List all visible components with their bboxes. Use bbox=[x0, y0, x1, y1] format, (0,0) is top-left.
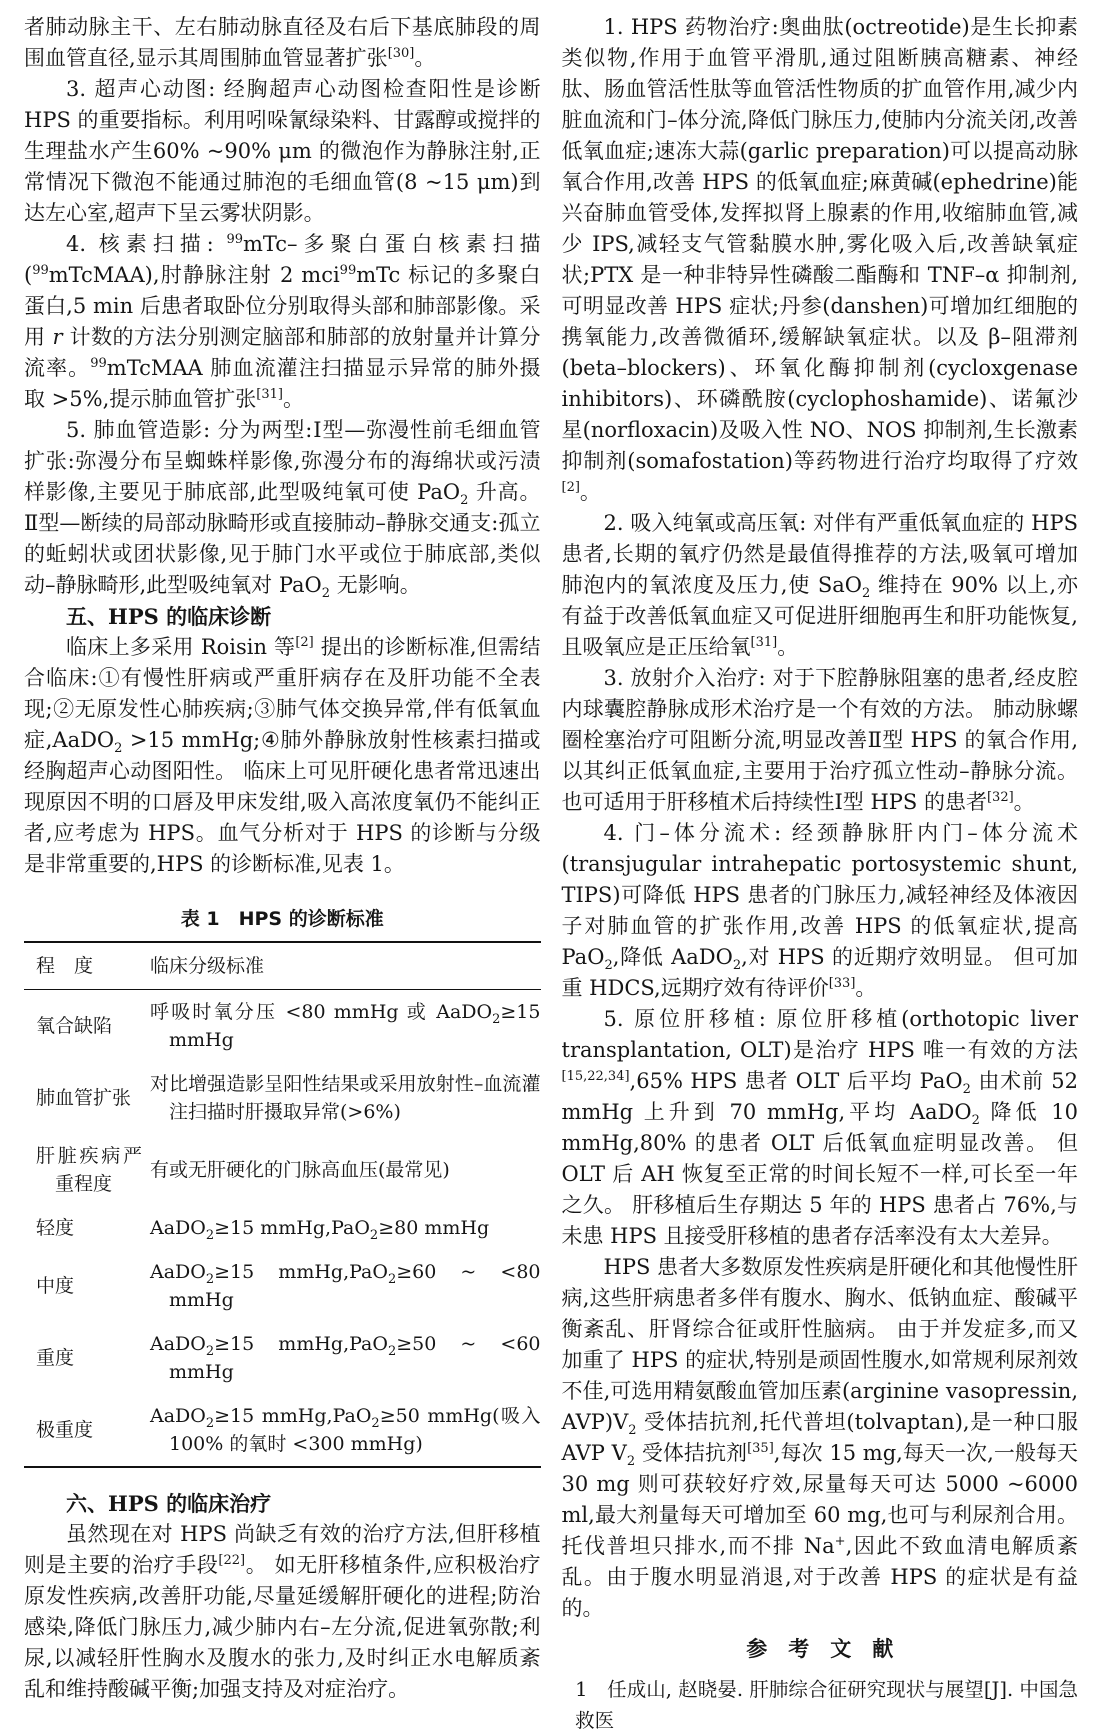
paragraph-echocardiography: 3. 超声心动图: 经胸超声心动图检查阳性是诊断 HPS 的重要指标。利用吲哚氰绿染料、甘露醇或搅拌的生理盐水产生60% ~90% μm 的微泡作为静脉注射,正常情况下微泡不能通过肺泡的毛细血管(8 ~15 μm)到达左心室,超声下呈云雾状阴影。 bbox=[24, 77, 541, 225]
table-row-severe bbox=[24, 1322, 541, 1394]
table-header-row bbox=[24, 942, 541, 990]
criteria-cell: 对比增强造影呈阳性结果或采用放射性–血流灌注扫描时肝摄取异常(>6%) bbox=[150, 1073, 541, 1123]
criteria-cell: AaDO$_2$≥15 mmHg,PaO$_2$≥80 mmHg bbox=[150, 1217, 490, 1243]
table-row-liver-disease-severity bbox=[24, 1134, 541, 1206]
degree-cell: 中度 bbox=[36, 1275, 75, 1297]
paragraph-drug-therapy: 1. HPS 药物治疗:奥曲肽(octreotide)是生长抑素类似物,作用于血管平滑肌,通过阻断胰高糖素、神经肽、肠血管活性肽等血管活性物质的扩血管作用,减少内脏血流和门–体分流,降低门脉压力,使肺内分流关闭,改善低氧血症;速冻大蒜(garlic preparation)可以提高动脉氧合作用,改善 HPS 的低氧血症;麻黄碱(ephedrine)能兴奋肺血管受体,发挥拟肾上腺素的作用,收缩肺血管,减少 IPS,减轻支气管黏膜水肿,雾化吸入后,改善缺氧症状;PTX 是一种非特异性磷酸二酯酶和 TNF–α 抑制剂,可明显改善 HPS 症状;丹参(danshen)可增加红细胞的携氧能力,改善微循环,缓解缺氧症状。以及 β–阻滞剂(beta–blockers)、环氧化酶抑制剂(cycloxgenase inhibitors)、环磷酰胺(cyclophoshamide)、诺氟沙星(norfloxacin)及吸入性 NO、NOS 抑制剂,生长激素抑制剂(somafostation)等药物进行治疗均取得了疗效[2]。 bbox=[561, 15, 1078, 504]
section-heading-clinical-treatment: 六、HPS 的临床治疗 bbox=[66, 1491, 272, 1516]
criteria-cell: 呼吸时氧分压 <80 mmHg 或 AaDO$_2$≥15 mmHg bbox=[150, 1001, 541, 1051]
table-1-hps-diagnostic-criteria bbox=[24, 906, 541, 1468]
degree-cell: 极重度 bbox=[36, 1419, 94, 1441]
paragraph-pulmonary-angiography: 5. 肺血管造影: 分为两型:Ⅰ型—弥漫性前毛细血管扩张:弥漫分布呈蜘蛛样影像,弥漫分布的海绵状或污渍样影像,主要见于肺底部,此型吸纯氧可使 PaO$_2$ 升高。 Ⅱ型—断续的局部动脉畸形或直接肺动–静脉交通支:孤立的蚯蚓状或团状影像,见于肺门水平或位于肺底部,类似动–静脉畸形,此型吸纯氧对 PaO$_2$ 无影响。 bbox=[24, 418, 541, 602]
degree-cell: 轻度 bbox=[36, 1217, 75, 1239]
references-heading: 参 考 文 献 bbox=[746, 1636, 894, 1661]
criteria-cell: AaDO$_2$≥15 mmHg,PaO$_2$≥50 ~ <60 mmHg bbox=[150, 1333, 541, 1383]
right-column bbox=[562, 12, 1079, 1736]
paragraph-pulmonary-artery-continuation: 者肺动脉主干、左右肺动脉直径及右后下基底肺段的周围血管直径,显示其周围肺血管显著扩张[30]。 bbox=[24, 15, 541, 70]
degree-cell: 重度 bbox=[36, 1347, 75, 1369]
section-heading-clinical-diagnosis: 五、HPS 的临床诊断 bbox=[66, 604, 272, 629]
paragraph-complications: HPS 患者大多数原发性疾病是肝硬化和其他慢性肝病,这些肝病患者多伴有腹水、胸水、低钠血症、酸碱平衡紊乱、肝肾综合征或肝性脑病。 由于并发症多,而又加重了 HPS 的症状,特别是顽固性腹水,如常规利尿剂效不佳,可选用精氨酸血管加压素(arginine vasopressin, $AVP)V_2$ 受体拮抗剂,托代普坦(tolvaptan),是一种口服 AVP $V_2$ 受体拮抗剂[35],每次 15 mg,每天一次,一般每天 30 mg 则可获较好疗效,尿量每天可达 5000 ~6000 ml,最大剂量每天可增加至 60 mg,也可与利尿剂合用。 托伐普坦只排水,而不排 Na+,因此不致血清电解质紊乱。由于腹水明显消退,对于改善 HPS 的症状是有益的。 bbox=[561, 1255, 1078, 1620]
paragraph-liver-transplantation: 5. 原位肝移植: 原位肝移植(orthotopic liver transplantation, OLT)是治疗 HPS 唯一有效的方法[15,22,34],65% HPS 患者 OLT 后平均 PaO$_2$ 由术前 52 mmHg 上升到 70 mmHg,平均 AaDO$_2$ 降低 10 mmHg,80% 的患者 OLT 后低氧血症明显改善。 但 OLT 后 AH 恢复至正常的时间长短不一样,可长至一年之久。 肝移植后生存期达 5 年的 HPS 患者占 76%,与未患 HPS 且接受肝移植的患者存活率没有太大差异。 bbox=[561, 1007, 1078, 1248]
paragraph-portosystemic-shunt: 4. 门–体分流术: 经颈静脉肝内门–体分流术(transjugular intrahepatic portosystemic shunt, TIPS)可降低 HPS 患者的门脉压力,减轻神经及体液因子对肺血管的扩张作用,改善 HPS 的低氧症状,提高 PaO$_2$,降低 AaDO$_2$,对 HPS 的近期疗效明显。 但可加重 HDCS,远期疗效有待评价[33]。 bbox=[561, 821, 1079, 1000]
paragraph-nuclide-scan: 4. 核素扫描: $^{99}$mTc–多聚白蛋白核素扫描($^{99}$mTcMAA),肘静脉注射 2 mci$^{99}$mTc 标记的多聚白蛋白,5 min 后患者取卧位分别取得头部和肺部影像。采用 r 计数的方法分别测定脑部和肺部的放射量并计算分流率。$^{99}$mTcMAA 肺血流灌注扫描显示异常的肺外摄取 >5%,提示肺血管扩张[31]。 bbox=[24, 232, 541, 411]
paragraph-interventional-radiology: 3. 放射介入治疗: 对于下腔静脉阻塞的患者,经皮腔内球囊腔静脉成形术治疗是一个有效的方法。 肺动脉螺圈栓塞治疗可阻断分流,明显改善Ⅱ型 HPS 的氧合作用,以其纠正低氧血症,主要用于治疗孤立性动–静脉分流。 也可适用于肝移植术后持续性Ⅰ型 HPS 的患者[32]。 bbox=[561, 666, 1078, 814]
criteria-cell: 有或无肝硬化的门脉高血压(最常见) bbox=[150, 1159, 450, 1181]
degree-cell: 氧合缺陷 bbox=[36, 1015, 113, 1037]
table-row-pulmonary-vasodilation bbox=[24, 1062, 541, 1134]
criteria-cell: AaDO$_2$≥15 mmHg,PaO$_2$≥60 ~ <80 mmHg bbox=[150, 1261, 541, 1311]
reference-item-1: 1 任成山, 赵晓晏. 肝肺综合征研究现状与展望[J]. 中国急救医 bbox=[575, 1678, 1078, 1732]
table-row-very-severe bbox=[24, 1394, 541, 1467]
paragraph-diagnosis-criteria: 临床上多采用 Roisin 等[2] 提出的诊断标准,但需结合临床:①有慢性肝病或严重肝病存在及肝功能不全表现;②无原发性心肺疾病;③肺气体交换异常,伴有低氧血症,AaDO$_2$ >15 mmHg;④肺外静脉放射性核素扫描或经胸超声心动图阳性。 临床上可见肝硬化患者常迅速出现原因不明的口唇及甲床发绀,吸入高浓度氧仍不能纠正者,应考虑为 HPS。血气分析对于 HPS 的诊断与分级是非常重要的,HPS 的诊断标准,见表 1。 bbox=[24, 635, 541, 876]
table-row-oxygenation-defect bbox=[24, 990, 541, 1063]
criteria-cell: AaDO$_2$≥15 mmHg,PaO$_2$≥50 mmHg(吸入 100% 的氧时 <300 mmHg) bbox=[150, 1405, 541, 1455]
table-title: 表 1 HPS 的诊断标准 bbox=[180, 908, 384, 930]
paragraph-treatment-overview: 虽然现在对 HPS 尚缺乏有效的治疗方法,但肝移植则是主要的治疗手段[22]。 如无肝移植条件,应积极治疗原发性疾病,改善肝功能,尽量延缓解肝硬化的进程;防治感染,降低门脉压力,减少肺内右–左分流,促进氧弥散;利尿,以减轻肝性胸水及腹水的张力,及时纠正水电解质紊乱和维持酸碱平衡;加强支持及对症治疗。 bbox=[24, 1522, 541, 1701]
table-row-moderate bbox=[24, 1250, 541, 1322]
table-header-criteria: 临床分级标准 bbox=[150, 942, 541, 990]
left-column bbox=[24, 12, 541, 1736]
degree-cell: 肺血管扩张 bbox=[36, 1087, 132, 1109]
table-header-degree: 程 度 bbox=[24, 942, 150, 990]
diagnostic-criteria-table bbox=[24, 941, 541, 1468]
degree-cell: 肝脏疾病严重程度 bbox=[36, 1145, 142, 1195]
paragraph-oxygen-therapy: 2. 吸入纯氧或高压氧: 对伴有严重低氧血症的 HPS 患者,长期的氧疗仍然是最值得推荐的方法,吸氧可增加肺泡内的氧浓度及压力,使 SaO$_2$ 维持在 90% 以上,亦有益于改善低氧血症又可促进肝细胞再生和肝功能恢复,且吸氧应是正压给氧[31]。 bbox=[561, 511, 1078, 659]
table-row-mild bbox=[24, 1206, 541, 1250]
